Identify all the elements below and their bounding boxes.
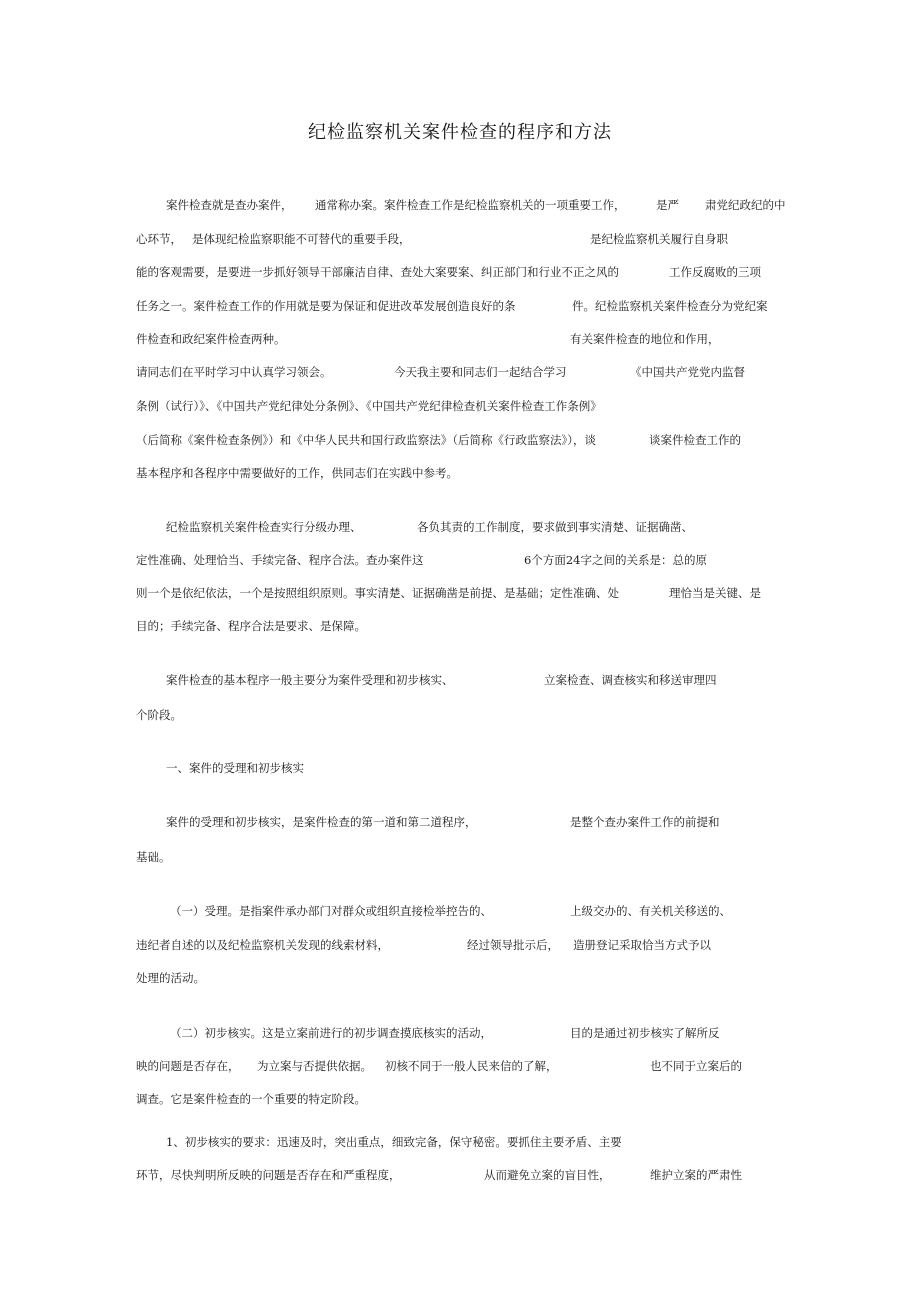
text-segment: 造册登记采取恰当方式予以 [573, 938, 711, 952]
text-segment: 通常称办案。案件检查工作是纪检监察机关的一项重要工作， [315, 198, 626, 212]
text-segment: 件。纪检监察机关案件检查分为党纪案 [572, 299, 768, 313]
text-segment: 案件的受理和初步核实，是案件检查的第一道和第二道程序， [166, 815, 477, 829]
text-segment: 今天我主要和同志们一起结合学习 [394, 365, 567, 379]
text-segment: 环节，尽快判明所反映的问题是否存在和严重程度， [136, 1168, 401, 1182]
text-segment: 是纪检监察机关履行自身职 [590, 232, 728, 246]
text-segment: 立案检查、调查核实和移送审理四 [544, 673, 717, 687]
text-segment: 基础。 [136, 850, 171, 864]
text-segment: 维护立案的严肃性 [650, 1168, 742, 1182]
text-segment: （后简称《案件检查条例》）和《中华人民共和国行政监察法》（后简称《行政监察法》），谈 [136, 433, 596, 447]
text-segment: 则一个是依纪依法，一个是按照组织原则。事实清楚、证据确凿是前提、是基础；定性准确、处 [136, 586, 619, 600]
page-title: 纪检监察机关案件检查的程序和方法 [308, 122, 612, 143]
text-segment: （二）初步核实。这是立案前进行的初步调查摸底核实的活动， [170, 1026, 492, 1040]
text-segment: 条例（试行）》、《中国共产党纪律处分条例》、《中国共产党纪律检查机关案件检查工作条例》 [136, 399, 602, 413]
text-segment: 肃党纪政纪的中 [705, 198, 786, 212]
text-segment: 1、初步核实的要求：迅速及时，突出重点，细致完备，保守秘密。要抓住主要矛盾、主要 [166, 1135, 622, 1149]
text-segment: 调查。它是案件检查的一个重要的特定阶段。 [136, 1092, 366, 1106]
text-segment: 纪检监察机关案件检查实行分级办理、 [166, 520, 362, 534]
text-segment: 《中国共产党党内监督 [630, 365, 745, 379]
text-segment: 谈案件检查工作的 [649, 433, 741, 447]
text-segment: 是严 [656, 198, 679, 212]
text-segment: 基本程序和各程序中需要做好的工作，供同志们在实践中参考。 [136, 466, 458, 480]
text-segment: 目的是通过初步核实了解所反 [570, 1026, 720, 1040]
text-segment: 件检查和政纪案件检查两种。 [136, 332, 286, 346]
text-segment: 是体现纪检监察职能不可替代的重要手段， [192, 232, 411, 246]
text-segment: （一）受理。是指案件承办部门对群众或组织直接检举控告的、 [170, 904, 492, 918]
text-segment: 理恰当是关键、是 [669, 586, 761, 600]
text-segment: 经过领导批示后， [467, 938, 559, 952]
text-segment: 也不同于立案后的 [650, 1059, 742, 1073]
text-segment: 初核不同于一般人民来信的了解， [385, 1059, 558, 1073]
text-segment: 心环节， [136, 232, 182, 246]
text-segment: 上级交办的、有关机关移送的、 [570, 904, 731, 918]
text-segment: 映的问题是否存在， [136, 1059, 240, 1073]
text-segment: 从而避免立案的盲目性， [484, 1168, 611, 1182]
text-segment: 违纪者自述的以及纪检监察机关发现的线索材料， [136, 938, 389, 952]
text-segment: 处理的活动。 [136, 971, 205, 985]
text-segment: 定性准确、处理恰当、手续完备、程序合法。查办案件这 [136, 553, 424, 567]
text-segment: 6个方面24字之间的关系是：总的原 [524, 553, 707, 567]
text-segment: 目的；手续完备、程序合法是要求、是保障。 [136, 619, 366, 633]
text-segment: 能的客观需要，是要进一步抓好领导干部廉洁自律、查处大案要案、纠正部门和行业不正之风的 [136, 265, 619, 279]
text-segment: 请同志们在平时学习中认真学习领会。 [136, 365, 332, 379]
text-segment: 工作反腐败的三项 [669, 265, 761, 279]
text-segment: 有关案件检查的地位和作用， [570, 332, 720, 346]
text-segment: 个阶段。 [136, 708, 182, 722]
text-segment: 案件检查的基本程序一般主要分为案件受理和初步核实、 [166, 673, 454, 687]
text-segment: 是整个查办案件工作的前提和 [570, 815, 720, 829]
text-segment: 一、案件的受理和初步核实 [166, 761, 304, 775]
text-segment: 各负其责的工作制度，要求做到事实清楚、证据确凿、 [417, 520, 693, 534]
text-segment: 任务之一。案件检查工作的作用就是要为保证和促进改革发展创造良好的条 [136, 299, 516, 313]
text-segment: 为立案与否提供依据。 [257, 1059, 372, 1073]
text-segment: 案件检查就是查办案件， [166, 198, 293, 212]
